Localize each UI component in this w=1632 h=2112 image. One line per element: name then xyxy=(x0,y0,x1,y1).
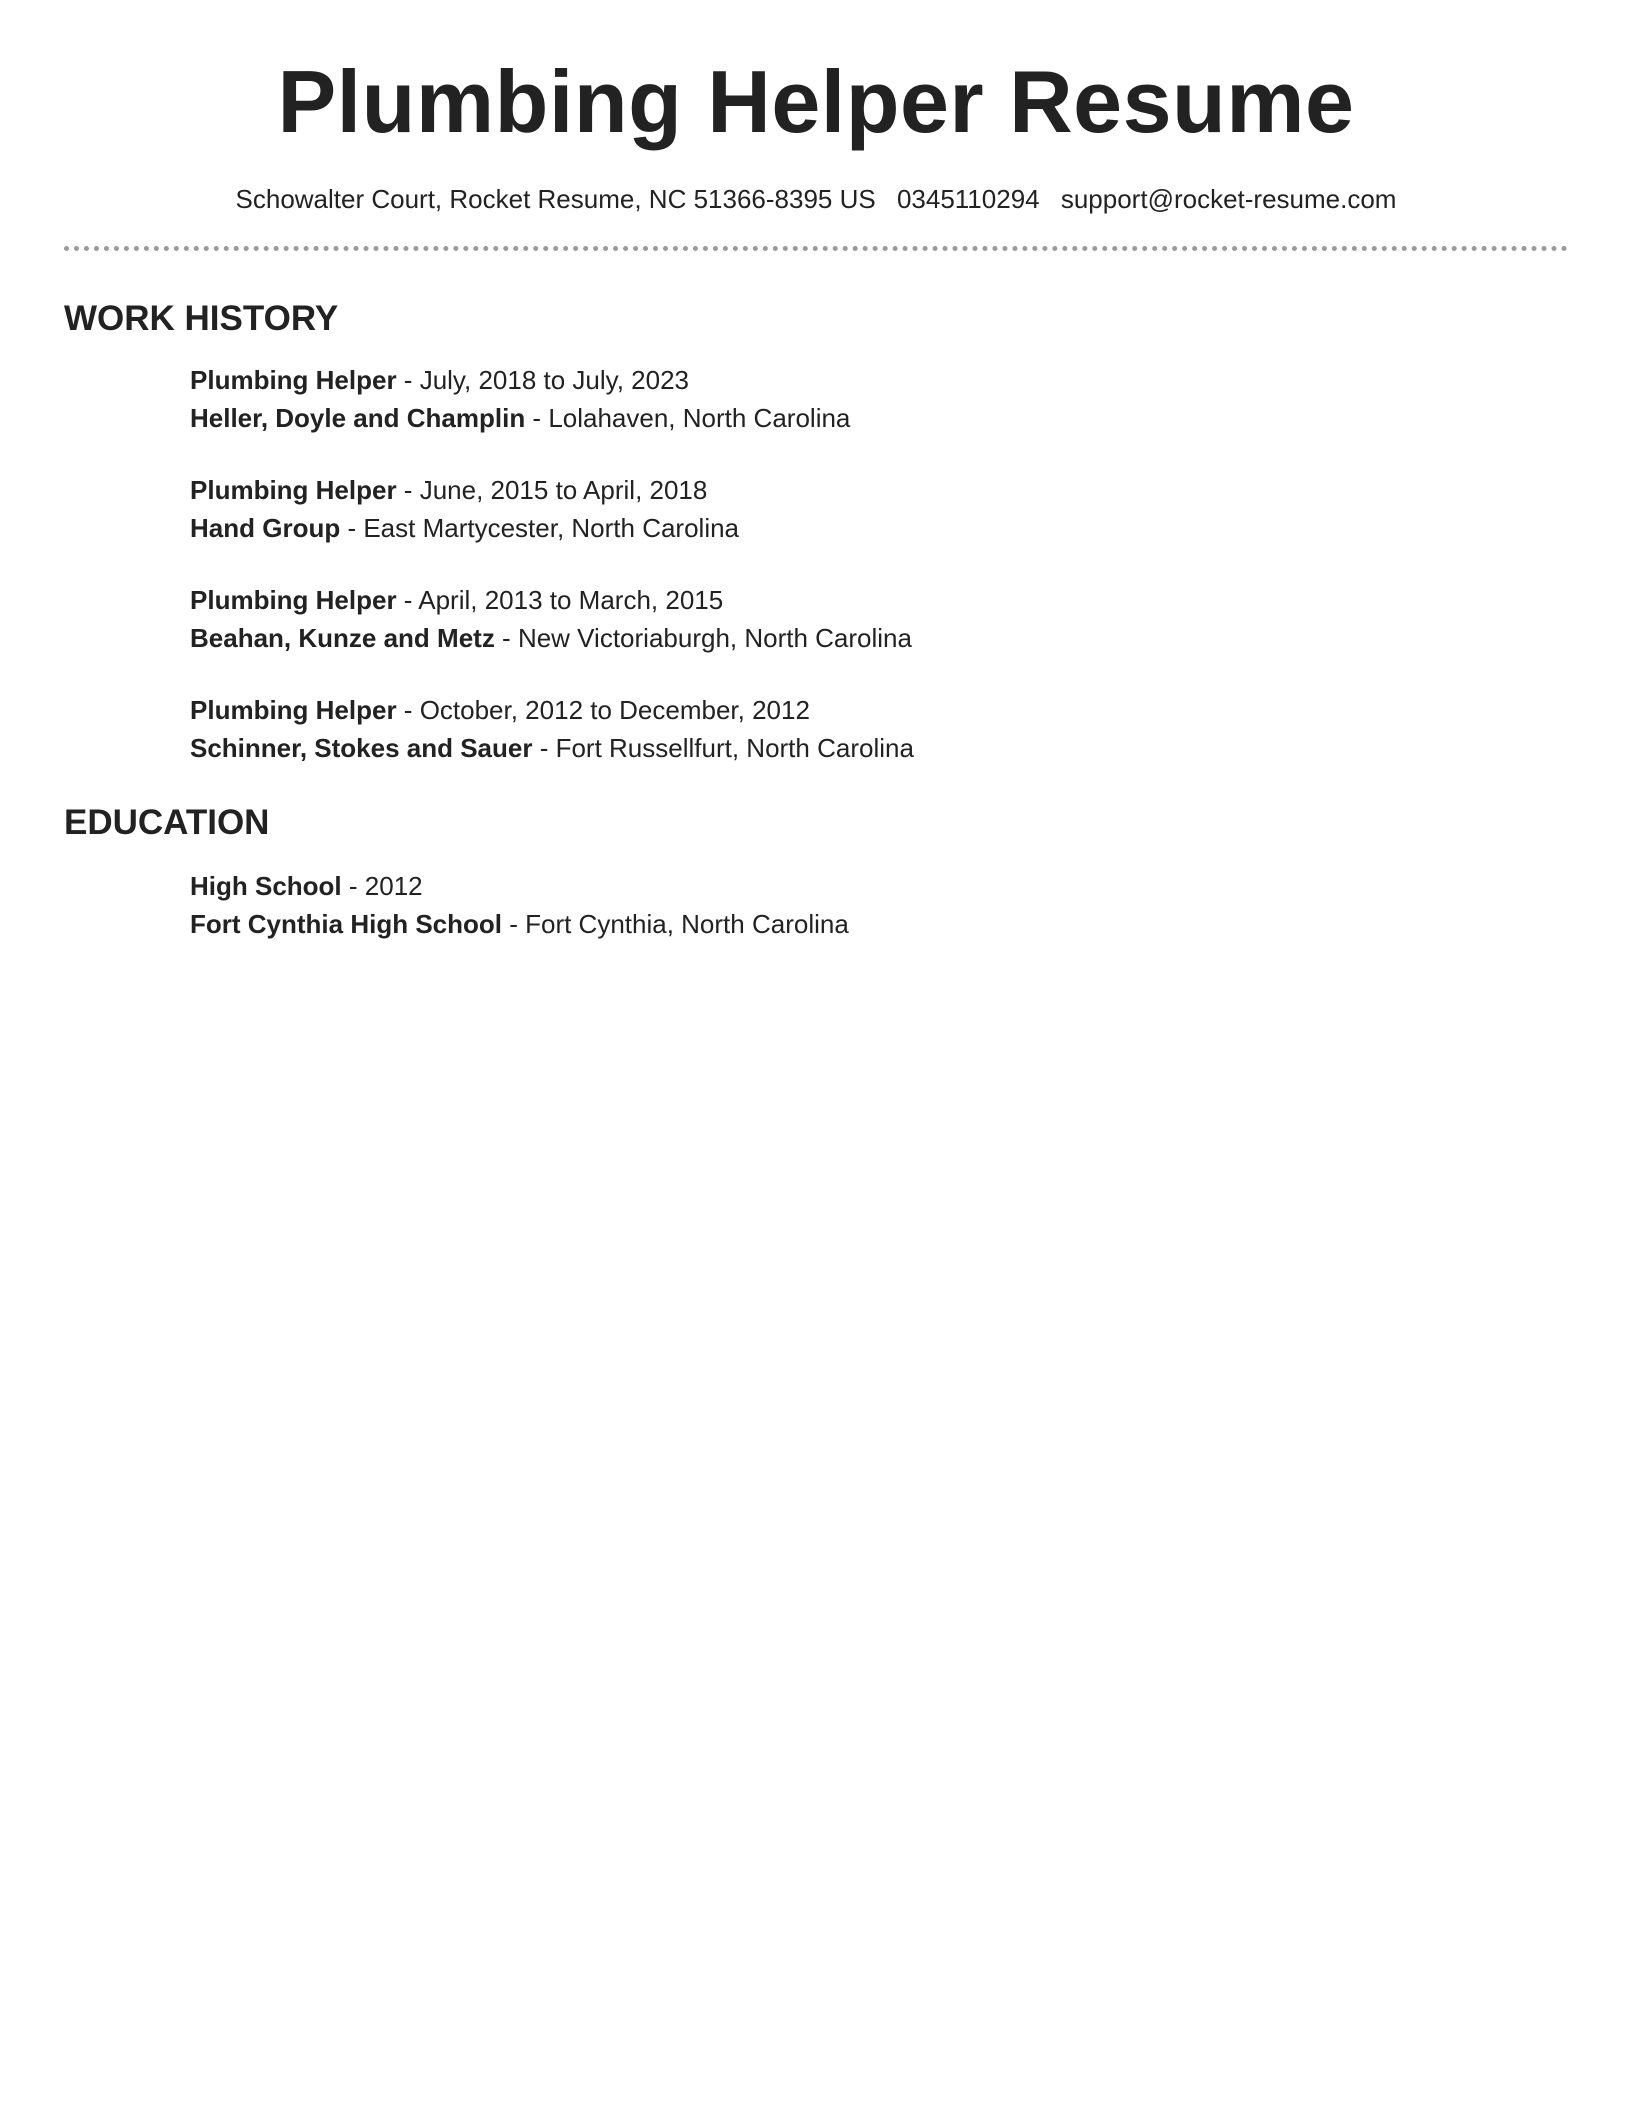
education-location: Fort Cynthia, North Carolina xyxy=(525,909,849,939)
job-employer: Schinner, Stokes and Sauer xyxy=(190,733,533,763)
job-location: Fort Russellfurt, North Carolina xyxy=(555,733,914,763)
education-degree: High School xyxy=(190,871,342,901)
job-dates: June, 2015 to April, 2018 xyxy=(419,475,708,505)
education-year: 2012 xyxy=(364,871,423,901)
job-employer-line xyxy=(190,399,1568,437)
job-title: Plumbing Helper xyxy=(190,585,397,615)
job-title-line xyxy=(190,691,1568,729)
job-location: Lolahaven, North Carolina xyxy=(548,403,851,433)
job-dates: October, 2012 to December, 2012 xyxy=(419,695,810,725)
contact-phone: 0345110294 xyxy=(896,184,1040,214)
page-title: Plumbing Helper Resume xyxy=(277,52,1355,151)
job-employer-line xyxy=(190,619,1568,657)
job-employer: Beahan, Kunze and Metz xyxy=(190,623,495,653)
job-title: Plumbing Helper xyxy=(190,475,397,505)
job-title: Plumbing Helper xyxy=(190,695,397,725)
job-title-line xyxy=(190,361,1568,399)
job-employer-line xyxy=(190,729,1568,767)
job-entry xyxy=(190,471,1568,547)
education-degree-line xyxy=(190,867,1568,905)
separator: - xyxy=(396,475,420,505)
contact-info xyxy=(64,182,1568,216)
education-list xyxy=(64,867,1568,943)
job-employer: Heller, Doyle and Champlin xyxy=(190,403,526,433)
education-entry xyxy=(190,867,1568,943)
contact-email: support@rocket-resume.com xyxy=(1060,184,1397,214)
job-title-line xyxy=(190,471,1568,509)
separator: - xyxy=(502,909,526,939)
separator: - xyxy=(341,871,365,901)
separator: - xyxy=(532,733,556,763)
education-school-line xyxy=(190,905,1568,943)
job-entry xyxy=(190,361,1568,437)
job-location: East Martycester, North Carolina xyxy=(363,513,740,543)
separator: - xyxy=(396,365,420,395)
job-entry xyxy=(190,691,1568,767)
education-school: Fort Cynthia High School xyxy=(190,909,502,939)
job-employer-line xyxy=(190,509,1568,547)
job-title-line xyxy=(190,581,1568,619)
job-dates: July, 2018 to July, 2023 xyxy=(419,365,690,395)
job-title: Plumbing Helper xyxy=(190,365,397,395)
separator: - xyxy=(396,695,420,725)
header-divider xyxy=(64,246,1568,251)
resume-header xyxy=(64,0,1568,216)
work-history-heading: WORK HISTORY xyxy=(64,299,339,338)
job-location: New Victoriaburgh, North Carolina xyxy=(517,623,912,653)
separator: - xyxy=(396,585,419,615)
job-entry xyxy=(190,581,1568,657)
separator: - xyxy=(340,513,364,543)
education-heading: EDUCATION xyxy=(64,803,270,842)
contact-address: Schowalter Court, Rocket Resume, NC 51366-8395 US xyxy=(235,184,876,214)
job-dates: April, 2013 to March, 2015 xyxy=(418,585,724,615)
separator: - xyxy=(525,403,549,433)
job-employer: Hand Group xyxy=(190,513,341,543)
work-history-list xyxy=(64,361,1568,767)
separator: - xyxy=(494,623,518,653)
